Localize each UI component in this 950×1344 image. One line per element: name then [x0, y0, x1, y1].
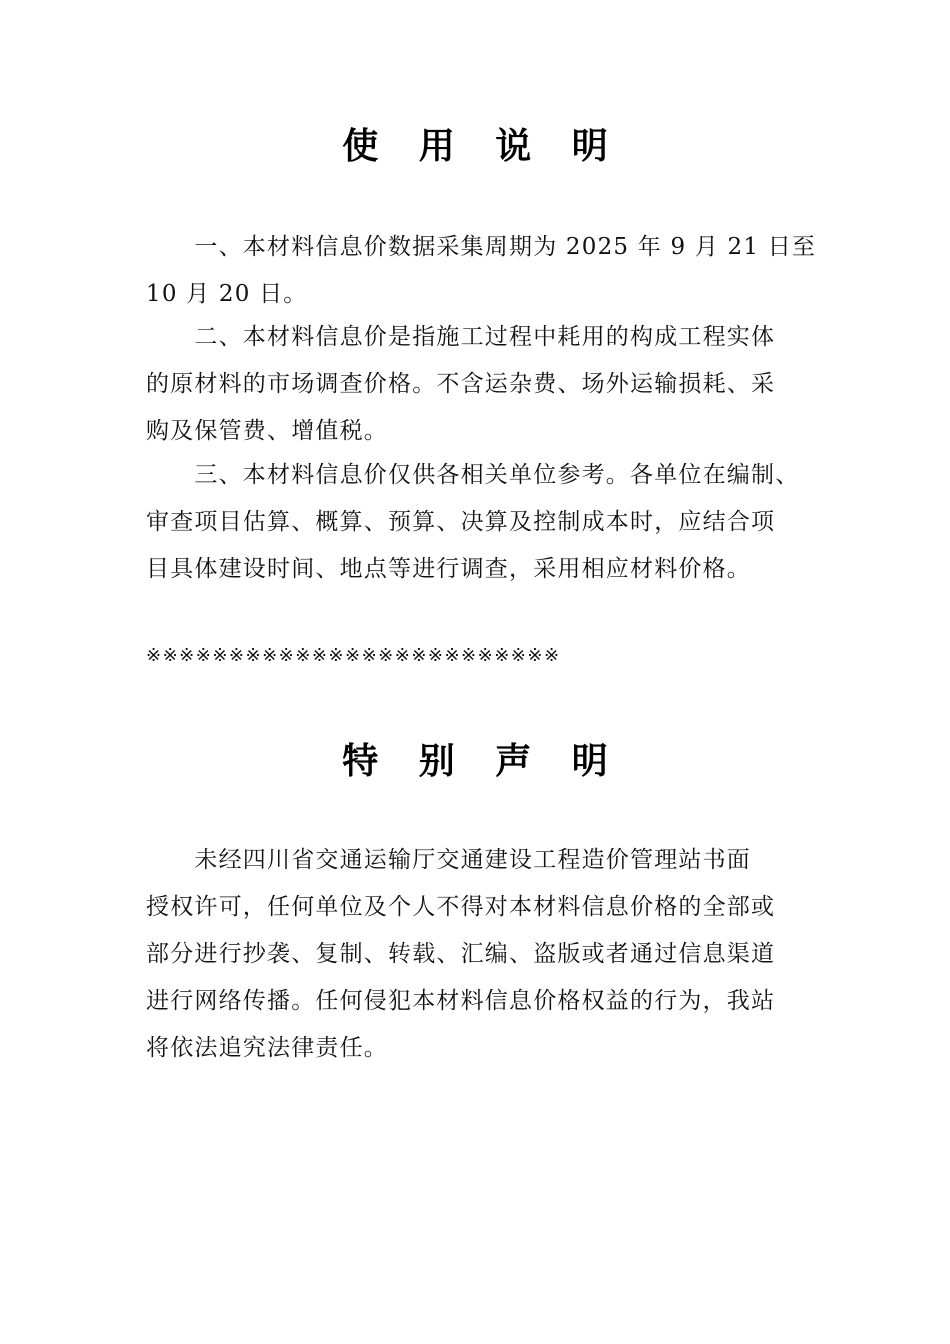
- usage-paragraph-2: [146, 314, 810, 455]
- text-line: 三、本材料信息价仅供各相关单位参考。各单位在编制、: [146, 462, 800, 488]
- text-line: 10 月 20 日。: [146, 281, 308, 307]
- text-line: 部分进行抄袭、复制、转载、汇编、盗版或者通过信息渠道: [146, 941, 776, 967]
- text-line: 目具体建设时间、地点等进行调查，采用相应材料价格。: [146, 556, 751, 582]
- text-line: 授权许可，任何单位及个人不得对本材料信息价格的全部或: [146, 894, 776, 920]
- text-line: 一、本材料信息价数据采集周期为 2025 年 9 月 21 日至: [146, 234, 817, 260]
- usage-paragraph-1: [146, 224, 817, 318]
- text-line: 二、本材料信息价是指施工过程中耗用的构成工程实体: [146, 324, 776, 350]
- text-line: 购及保管费、增值税。: [146, 418, 388, 444]
- usage-paragraph-3: [146, 452, 810, 593]
- text-line: 的原材料的市场调查价格。不含运杂费、场外运输损耗、采: [146, 371, 776, 397]
- special-statement-title: 特 别 声 明: [342, 741, 622, 782]
- special-statement-paragraph: [146, 837, 810, 1072]
- text-line: 未经四川省交通运输厅交通建设工程造价管理站书面: [146, 847, 751, 873]
- text-line: 审查项目估算、概算、预算、决算及控制成本时，应结合项: [146, 509, 776, 535]
- text-line: 进行网络传播。任何侵犯本材料信息价格权益的行为，我站: [146, 988, 776, 1014]
- usage-instructions-title: 使 用 说 明: [342, 126, 622, 167]
- text-line: 将依法追究法律责任。: [146, 1035, 388, 1061]
- reference-mark-divider: ※※※※※※※※※※※※※※※※※※※※※※※※※: [146, 645, 561, 666]
